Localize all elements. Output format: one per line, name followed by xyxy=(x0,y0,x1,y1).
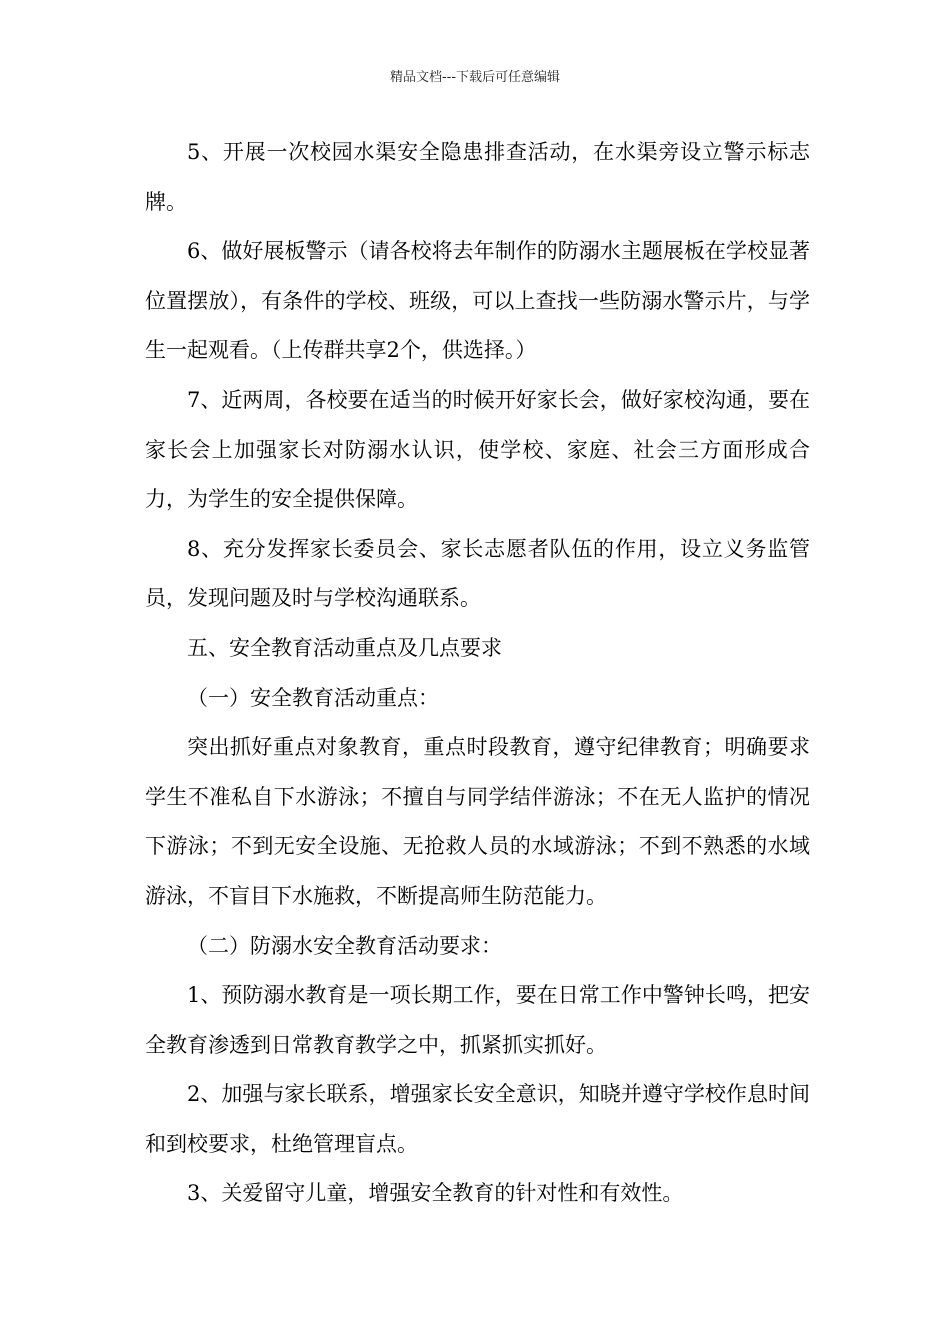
paragraph-item-6: 6、做好展板警示（请各校将去年制作的防溺水主题展板在学校显著位置摆放），有条件的学校、班级，可以上查找一些防溺水警示片，与学生一起观看。（上传群共享2个，供选择。） xyxy=(145,239,810,363)
requirement-item-1: 1、预防溺水教育是一项长期工作，要在日常工作中警钟长鸣，把安全教育渗透到日常教育教学之中，抓紧抓实抓好。 xyxy=(145,983,810,1057)
paragraph-focus: 突出抓好重点对象教育，重点时段教育，遵守纪律教育；明确要求学生不准私自下水游泳；不擅自与同学结伴游泳；不在无人监护的情况下游泳；不到无安全设施、无抢救人员的水域游泳；不到不熟悉的水域游泳，不盲目下水施救，不断提高师生防范能力。 xyxy=(145,735,810,908)
paragraph-item-5: 5、开展一次校园水渠安全隐患排查活动，在水渠旁设立警示标志牌。 xyxy=(145,140,810,214)
subsection-heading-1: （一）安全教育活动重点： xyxy=(187,685,439,710)
page-header: 精品文档---下载后可任意编辑 xyxy=(389,70,561,85)
document-body xyxy=(145,128,810,1219)
subsection-heading-2: （二）防溺水安全教育活动要求： xyxy=(187,933,502,958)
paragraph-item-8: 8、充分发挥家长委员会、家长志愿者队伍的作用，设立义务监管员，发现问题及时与学校沟通联系。 xyxy=(145,536,810,611)
paragraph-item-7: 7、近两周，各校要在适当的时候开好家长会，做好家校沟通，要在家长会上加强家长对防溺水认识，使学校、家庭、社会三方面形成合力，为学生的安全提供保障。 xyxy=(145,387,810,512)
requirement-item-2: 2、加强与家长联系，增强家长安全意识，知晓并遵守学校作息时间和到校要求，杜绝管理盲点。 xyxy=(145,1082,810,1156)
section-heading-5: 五、安全教育活动重点及几点要求 xyxy=(187,635,502,660)
requirement-item-3: 3、关爱留守儿童，增强安全教育的针对性和有效性。 xyxy=(187,1181,684,1206)
